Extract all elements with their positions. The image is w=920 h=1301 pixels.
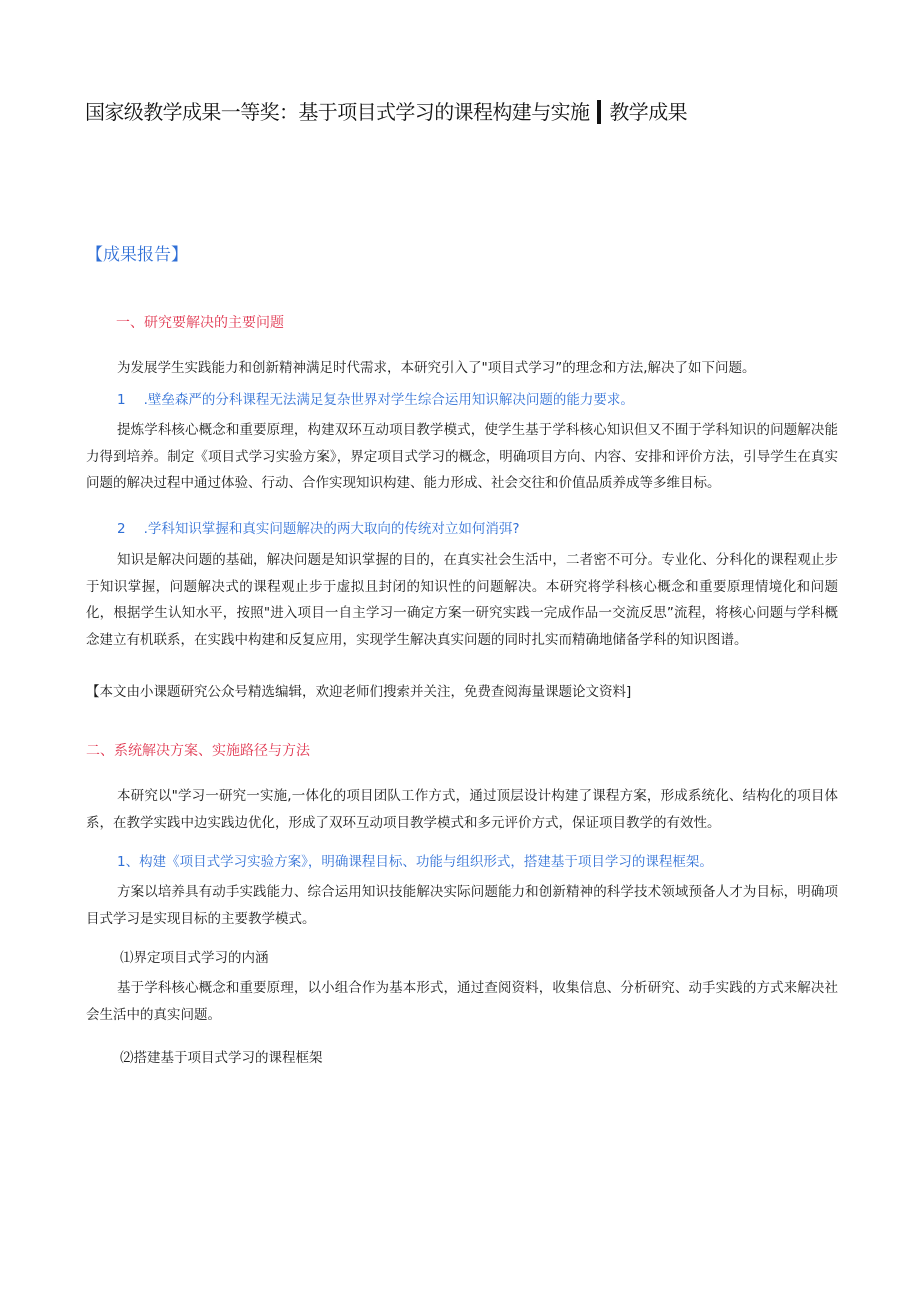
question-1 bbox=[117, 388, 634, 408]
paragraph-1: 提炼学科核心概念和重要原理，构建双环互动项目教学模式，使学生基于学科核心知识但又不囿于学科知识的问题解决能力得到培养。制定《项目式学习实验方案》，界定项目式学习的概念，明确项目方向、内容、安排和评价方法，引导学生在真实问题的解决过程中通过体验、行动、合作实现知识构建、能力形成、社会交往和价值品质养成等多维目标。 bbox=[86, 422, 838, 491]
question-2 bbox=[117, 517, 520, 537]
item-1-heading: ⑴界定项目式学习的内涵 bbox=[120, 950, 269, 966]
intro-paragraph: 为发展学生实践能力和创新精神满足时代需求，本研究引入了"项目式学习”的理念和方法,解决了如下问题。 bbox=[117, 360, 756, 376]
question-2-number: 2 bbox=[117, 521, 126, 537]
question-2-text: .学科知识掌握和真实问题解决的两大取向的传统对立如何消弭? bbox=[143, 521, 520, 537]
title-tail: 教学成果 bbox=[609, 100, 688, 124]
paragraph-5: 基于学科核心概念和重要原理，以小组合作为基本形式，通过查阅资料，收集信息、分析研究、动手实践的方式来解决社会生活中的真实问题。 bbox=[86, 980, 838, 1023]
question-1-number: 1 bbox=[117, 392, 126, 408]
title-main: 国家级教学成果一等奖：基于项目式学习的课程构建与实施 bbox=[85, 100, 590, 124]
paragraph-3: 本研究以"学习一研究一实施,一体化的项目团队工作方式，通过顶层设计构建了课程方案，形成系统化、结构化的项目体系，在教学实践中边实践边优化，形成了双环互动项目教学模式和多元评价方式，保证项目教学的有效性。 bbox=[86, 788, 838, 831]
subsection-1-heading: 1、构建《项目式学习实验方案》，明确课程目标、功能与组织形式，搭建基于项目学习的课程框架。 bbox=[117, 854, 713, 870]
paragraph-2: 知识是解决问题的基础，解决问题是知识掌握的目的，在真实社会生活中，二者密不可分。专业化、分科化的课程观止步于知识掌握，问题解决式的课程观止步于虚拟且封闭的知识性的问题解决。本研究将学科核心概念和重要原理情境化和问题化，根据学生认知水平，按照"进入项目一自主学习一确定方案一研究实践一完成作品一交流反思”流程，将核心问题与学科概念建立有机联系，在实践中构建和反复应用，实现学生解决真实问题的同时扎实而精确地储备学科的知识图谱。 bbox=[86, 552, 838, 648]
section1-heading: 一、研究要解决的主要问题 bbox=[116, 315, 284, 331]
title-separator-bar bbox=[597, 100, 601, 124]
editor-note: 【本文由小课题研究公众号精选编辑，欢迎老师们搜索并关注，免费查阅海量课题论文资料] bbox=[86, 684, 632, 700]
report-heading: 【成果报告】 bbox=[86, 245, 188, 265]
section2-heading: 二、系统解决方案、实施路径与方法 bbox=[86, 743, 310, 759]
document-title bbox=[85, 96, 687, 125]
question-1-text: .壁垒森严的分科课程无法满足复杂世界对学生综合运用知识解决问题的能力要求。 bbox=[143, 392, 634, 408]
item-2-heading: ⑵搭建基于项目式学习的课程框架 bbox=[120, 1050, 323, 1066]
paragraph-4: 方案以培养具有动手实践能力、综合运用知识技能解决实际问题能力和创新精神的科学技术领域预备人才为目标，明确项目式学习是实现目标的主要教学模式。 bbox=[86, 884, 838, 927]
